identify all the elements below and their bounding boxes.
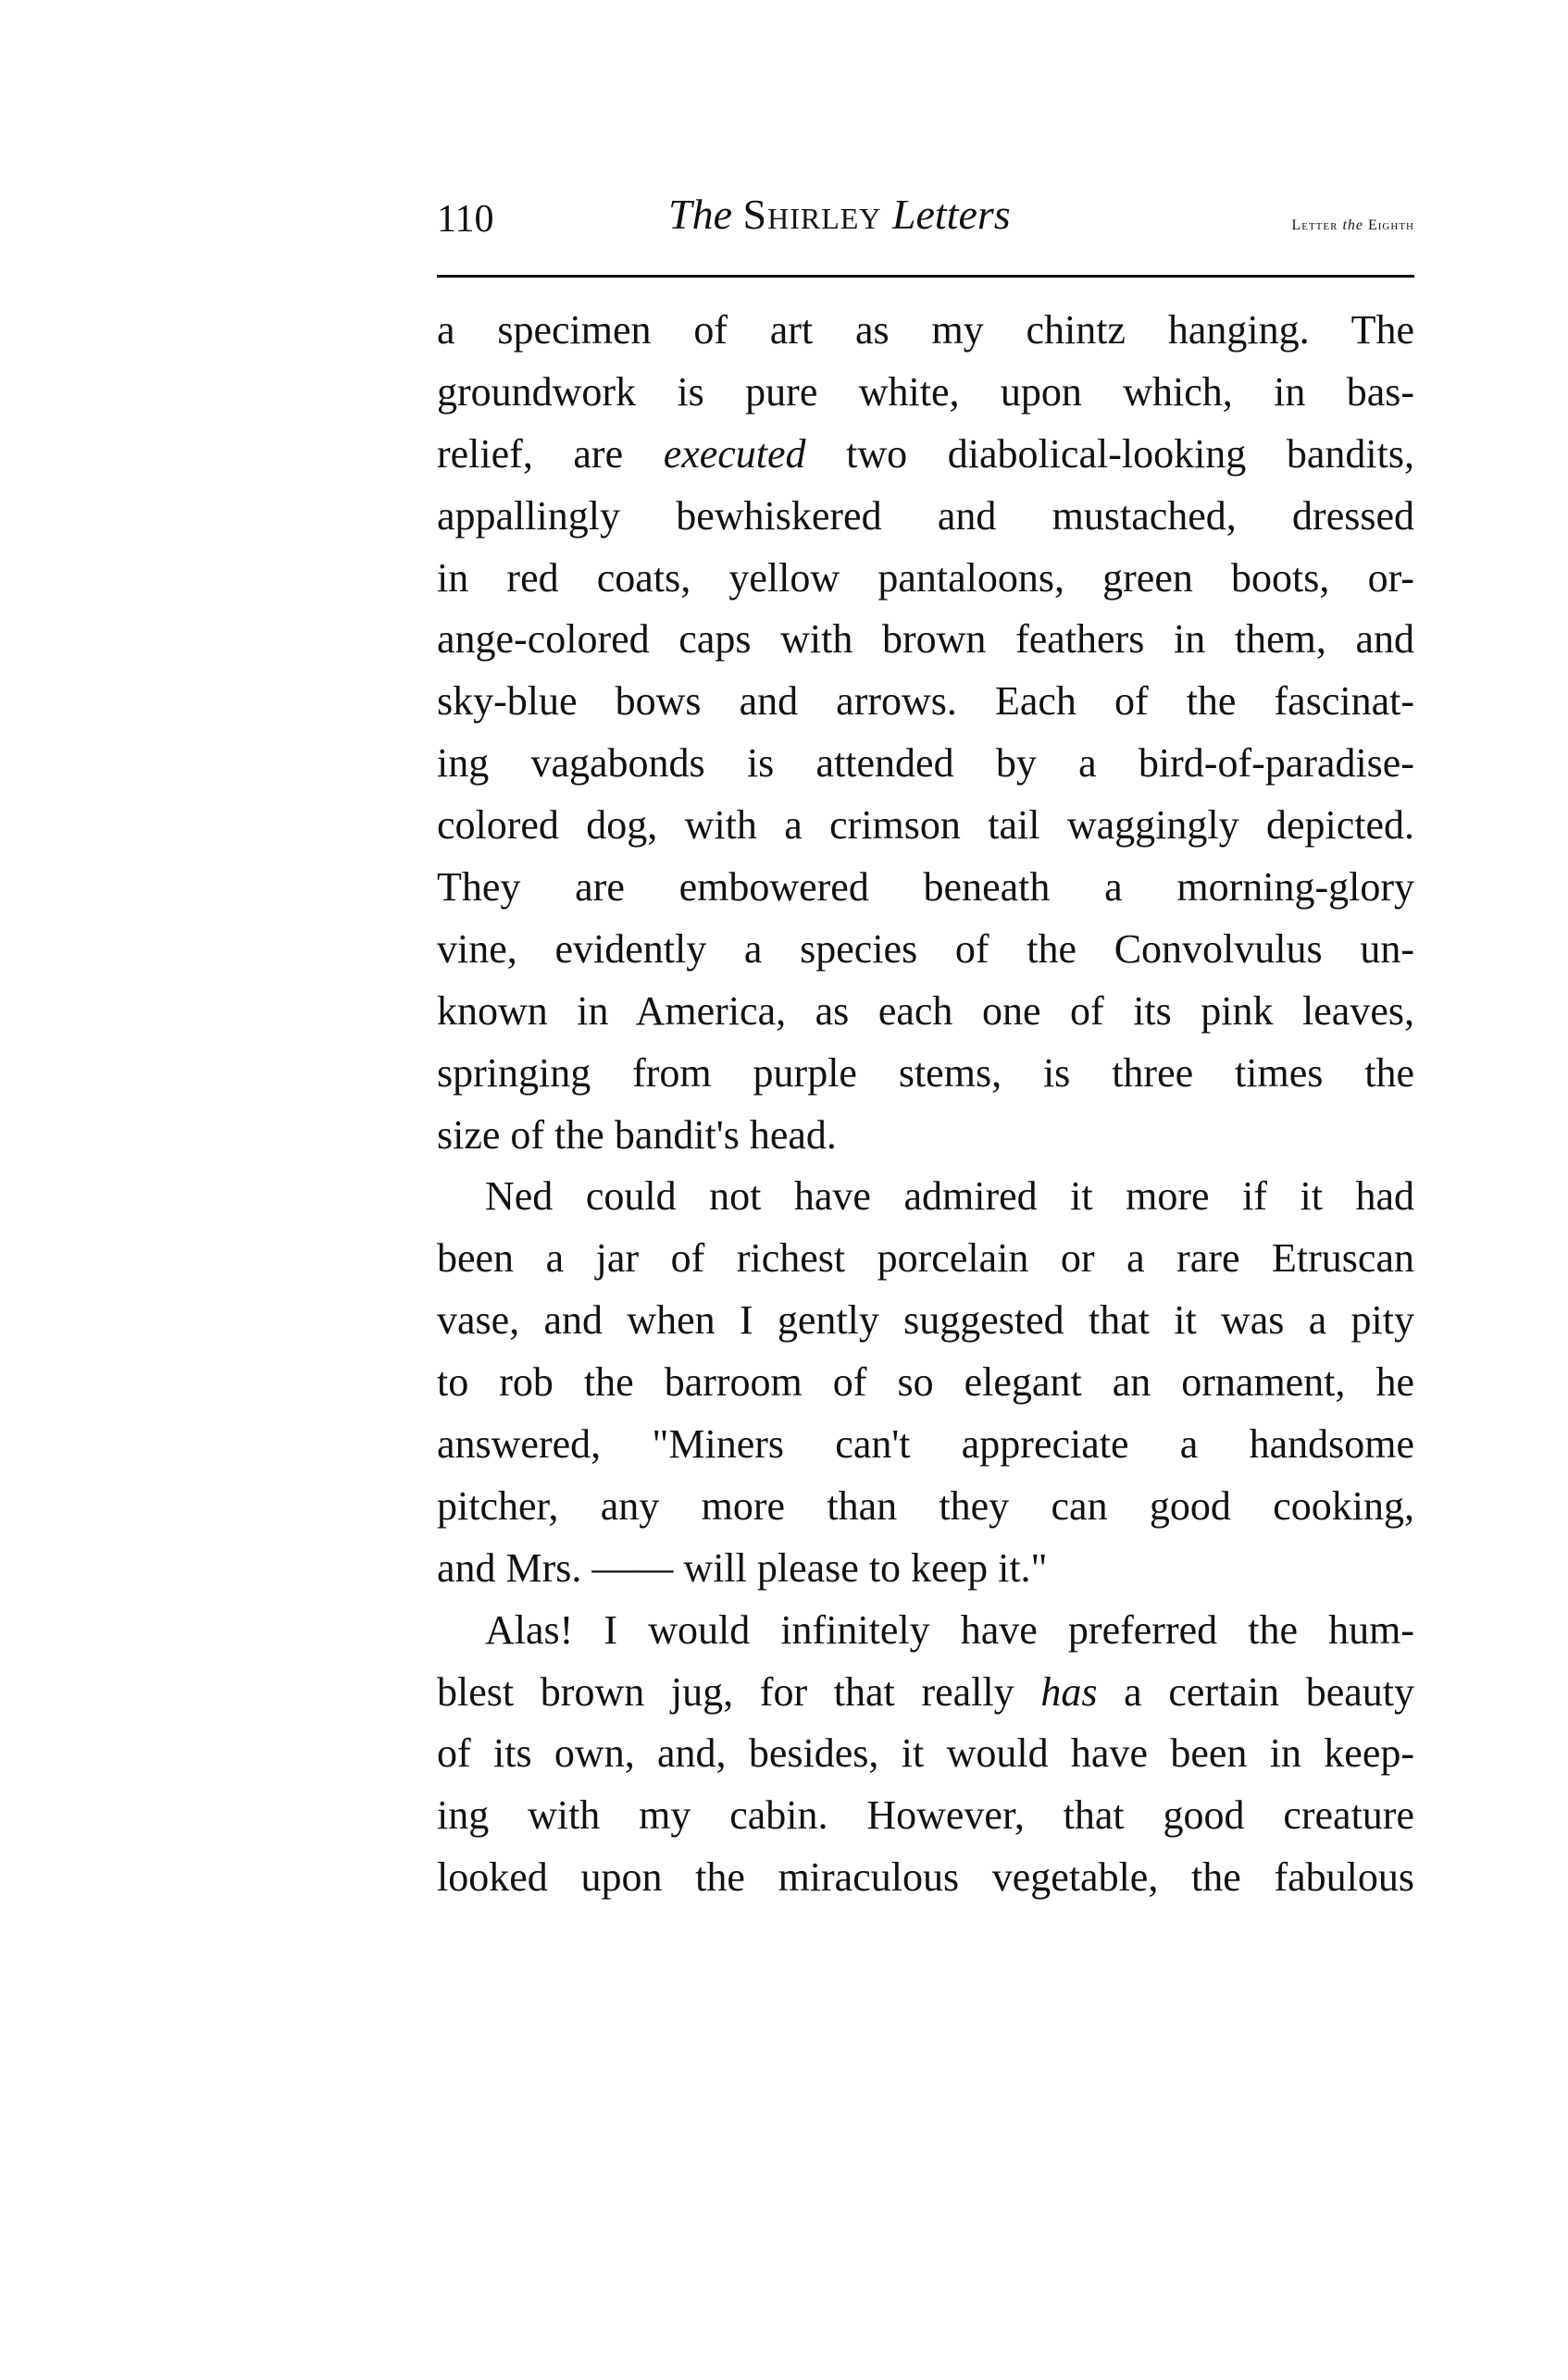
text-line: size of the bandit's head. bbox=[437, 1111, 837, 1158]
emphasis-has: has bbox=[1040, 1668, 1098, 1715]
text-line: sky-blue bows and arrows. Each of the fascinat- bbox=[437, 678, 1414, 725]
text-line: vase, and when I gently suggested that it was a pity bbox=[437, 1297, 1414, 1344]
running-title bbox=[668, 190, 1011, 239]
text-line: Ned could not have admired it more if it had bbox=[485, 1173, 1414, 1220]
text-line bbox=[437, 1662, 1414, 1724]
running-header bbox=[437, 190, 1414, 264]
text-line: to rob the barroom of so elegant an ornament, he bbox=[437, 1359, 1414, 1406]
running-subtitle bbox=[1291, 217, 1414, 234]
text-line: looked upon the miraculous vegetable, the fabulous bbox=[437, 1854, 1414, 1901]
text-line: They are embowered beneath a morning-glory bbox=[437, 864, 1414, 911]
text-fragment: a certain beauty bbox=[1124, 1668, 1414, 1715]
text-line: vine, evidently a species of the Convolvulus un- bbox=[437, 925, 1414, 972]
text-line: of its own, and, besides, it would have been in keep- bbox=[437, 1730, 1414, 1777]
text-line: ing with my cabin. However, that good creature bbox=[437, 1792, 1414, 1839]
sub-letter: Letter bbox=[1291, 217, 1338, 233]
text-line: ange-colored caps with brown feathers in them, and bbox=[437, 616, 1414, 663]
text-line: known in America, as each one of its pink leaves, bbox=[437, 987, 1414, 1034]
text-line bbox=[437, 424, 1414, 486]
text-line: and Mrs. —— will please to keep it." bbox=[437, 1544, 1048, 1591]
text-line: ing vagabonds is attended by a bird-of-paradise- bbox=[437, 740, 1414, 787]
sub-eighth: Eighth bbox=[1368, 217, 1414, 233]
title-shirley: Shirley bbox=[742, 191, 882, 238]
text-line: been a jar of richest porcelain or a rare Etruscan bbox=[437, 1235, 1414, 1282]
text-fragment: blest brown jug, for that really bbox=[437, 1668, 1014, 1715]
title-letters: Letters bbox=[891, 191, 1011, 238]
title-the: The bbox=[668, 191, 732, 238]
text-line: Alas! I would infinitely have preferred the hum- bbox=[485, 1606, 1414, 1653]
text-line: a specimen of art as my chintz hanging. The bbox=[437, 307, 1414, 353]
text-line: answered, "Miners can't appreciate a handsome bbox=[437, 1421, 1414, 1468]
emphasis-executed: executed bbox=[663, 430, 806, 477]
text-line: in red coats, yellow pantaloons, green boots, or- bbox=[437, 554, 1414, 601]
text-line: appallingly bewhiskered and mustached, dressed bbox=[437, 492, 1414, 539]
text-fragment: relief, are bbox=[437, 430, 624, 477]
header-rule bbox=[437, 275, 1414, 278]
page-number: 110 bbox=[437, 198, 494, 241]
body-text bbox=[437, 300, 1414, 1909]
text-fragment: two diabolical-looking bandits, bbox=[846, 430, 1414, 477]
sub-the: the bbox=[1342, 217, 1363, 233]
text-line: springing from purple stems, is three times the bbox=[437, 1049, 1414, 1096]
text-line: pitcher, any more than they can good cooking, bbox=[437, 1482, 1414, 1529]
text-line: colored dog, with a crimson tail waggingly depicted. bbox=[437, 802, 1414, 849]
text-line: groundwork is pure white, upon which, in bas- bbox=[437, 368, 1414, 415]
